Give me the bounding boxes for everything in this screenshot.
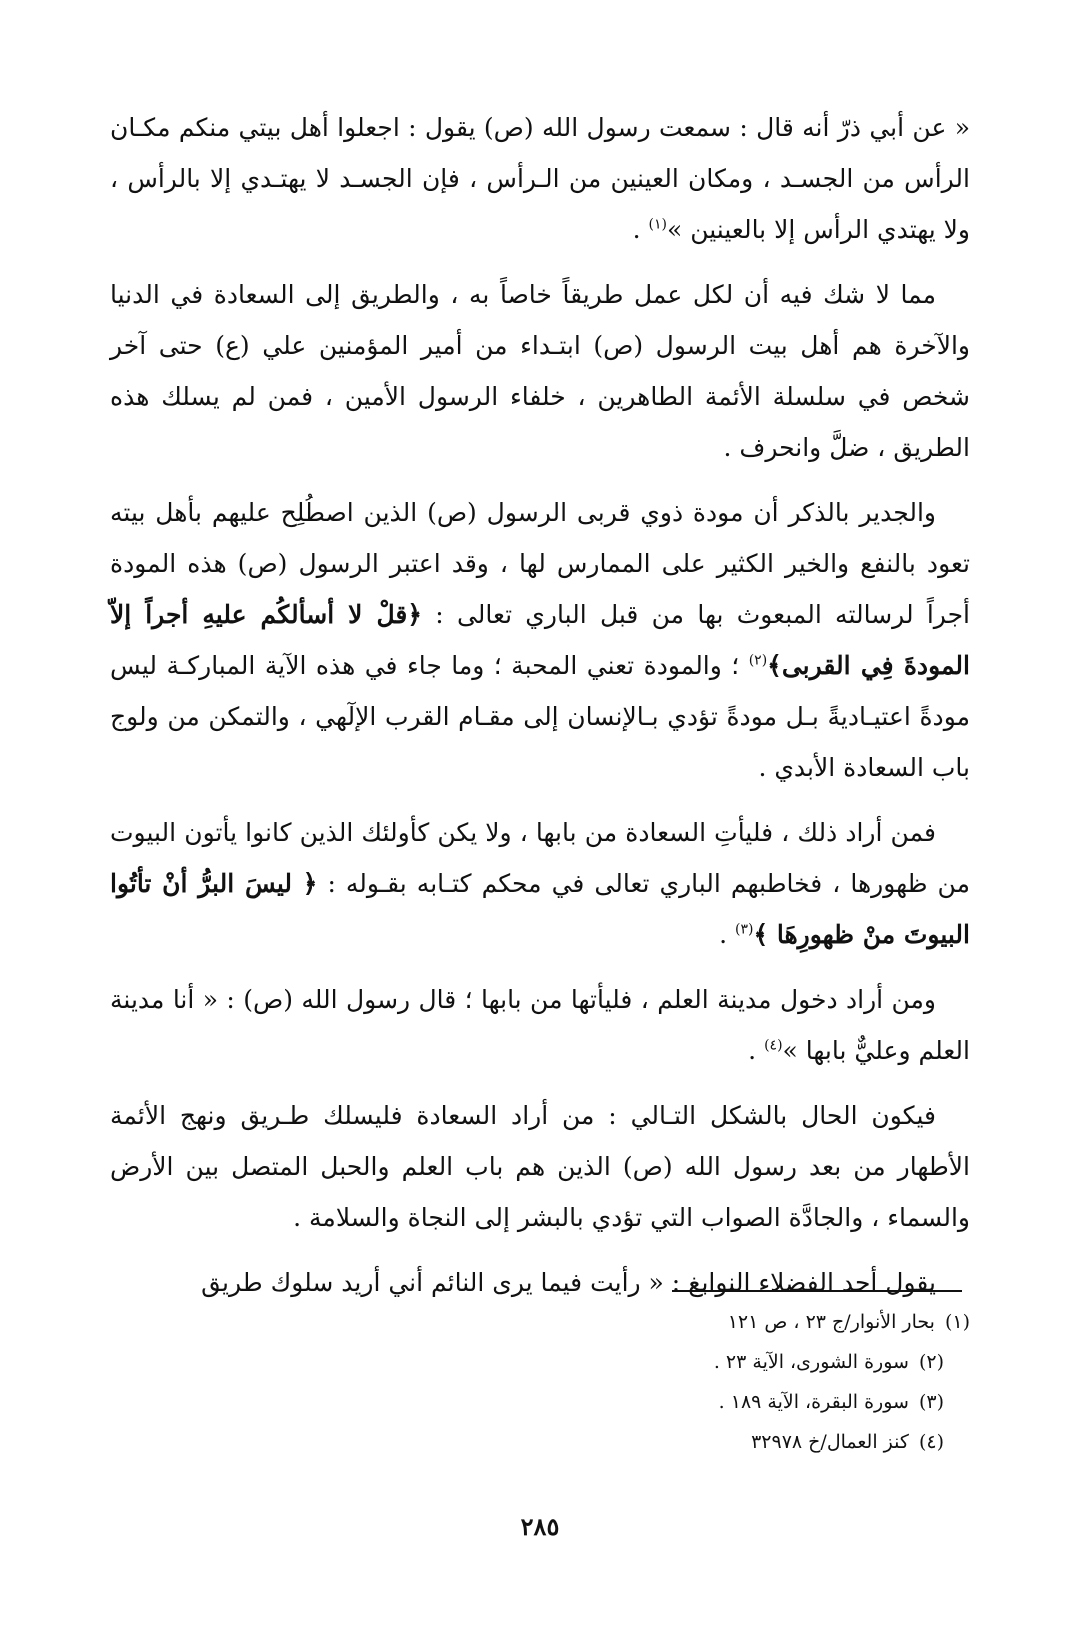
paragraph-conclusion (110, 1090, 970, 1243)
footnote-number: (٤) (918, 1431, 944, 1453)
paragraph-text: مما لا شك فيه أن لكل عمل طريقاً خاصاً به ، والطريق إلى السعادة في الدنيا والآخرة هم أهل بيت الرسول (ص) ابتـداء من أمير المؤمنين علي (ع) حتى آخر شخص في سلسلة الأئمة الطاهرين ، خلفاء الرسول الأمين ، فمن لم يسلك هذه الطريق ، ضلَّ وانحرف . (110, 280, 970, 462)
footnote-text: كنز العمال/خ ٣٢٩٧٨ (751, 1431, 909, 1453)
footnote-1 (470, 1302, 970, 1342)
footnote-3 (470, 1382, 970, 1422)
paragraph-path-to-happiness (110, 269, 970, 473)
footnote-4 (470, 1422, 970, 1462)
paragraph-text: يقول أحد الفضلاء النوابغ : « رأيت فيما يرى النائم أني أريد سلوك طريق (201, 1268, 936, 1297)
footnote-text: سورة البقرة، الآية ١٨٩ . (718, 1391, 909, 1413)
footnotes (470, 1302, 970, 1462)
quran-verse: ﴿ ليسَ البرُّ أنْ تأتُوا البيوتَ منْ ظهورِهَا ﴾ (110, 869, 970, 949)
quran-verse: ﴿قلْ لا أسألكُم عليهِ أجراً إلاّ المودةَ فِي القربى﴾ (110, 600, 970, 680)
paragraph-text: فيكون الحال بالشكل التـالي : من أراد السعادة فليسلك طـريق ونهج الأئمة الأطهار من بعد رسول الله (ص) الذين هم باب العلم والحبل المتصل بين الأرض والسماء ، والجادَّة الصواب التي تؤدي بالبشر إلى النجاة والسلامة . (110, 1101, 970, 1232)
main-text (110, 102, 970, 1322)
footnote-ref: (٤) (764, 1037, 783, 1054)
paragraph-end: . (719, 920, 736, 949)
paragraph-dream (110, 1257, 970, 1308)
page-number: ٢٨٥ (520, 1512, 560, 1541)
footnote-ref: (٢) (748, 652, 768, 669)
footnote-number: (٣) (918, 1391, 944, 1413)
paragraph-text: والجدير بالذكر أن مودة ذوي قربى الرسول (ص) الذين اصطُلِح عليهم بأهل بيته تعود بالنفع والخير الكثير على الممارس لها ، وقد اعتبر الرسول (ص) هذه المودة أجراً لرسالته المبعوث بها من قبل الباري تعالى : (110, 498, 970, 629)
paragraph-text: ومن أراد دخول مدينة العلم ، فليأتها من بابها ؛ قال رسول الله (ص) : « أنا مدينة العلم وعليٌّ بابها » (110, 985, 970, 1065)
footnote-ref: (٣) (735, 921, 754, 938)
footnote-number: (٢) (918, 1351, 944, 1373)
paragraph-end: . (748, 1036, 765, 1065)
paragraph-city-of-knowledge (110, 974, 970, 1076)
paragraph-enter-from-door (110, 807, 970, 960)
paragraph-text: « عن أبي ذرّ أنه قال : سمعت رسول الله (ص) يقول : اجعلوا أهل بيتي منكم مكـان الرأس من الجسـد ، ومكان العينين من الـرأس ، فإن الجسـد لا يهتـدي إلا بالرأس ، ولا يهتدي الرأس إلا بالعينين » (110, 113, 970, 244)
footnote-number: (١) (944, 1311, 970, 1333)
footnote-2 (470, 1342, 970, 1382)
paragraph-text: فمن أراد ذلك ، فليأتِ السعادة من بابها ، ولا يكن كأولئك الذين كانوا يأتون البيوت من ظهورها ، فخاطبهم الباري تعالى في محكم كتـابه بقـوله : (110, 818, 970, 898)
footnote-ref: (١) (648, 216, 667, 233)
paragraph-hadith-abu-dharr (110, 102, 970, 255)
paragraph-mawadda (110, 487, 970, 793)
paragraph-text: ؛ والمودة تعني المحبة ؛ وما جاء في هذه الآية المباركـة ليس مودةً اعتيـاديةً بـل مودةً تؤدي بـالإنسان إلى مقـام القرب الإلٓهي ، والتمكن من ولوج باب السعادة الأبدي . (110, 651, 970, 782)
footnote-text: بحار الأنوار/ج ٢٣ ، ص ١٢١ (727, 1311, 935, 1333)
paragraph-end: . (632, 215, 649, 244)
footnote-divider (672, 1290, 962, 1292)
footnote-text: سورة الشورى، الآية ٢٣ . (713, 1351, 909, 1373)
